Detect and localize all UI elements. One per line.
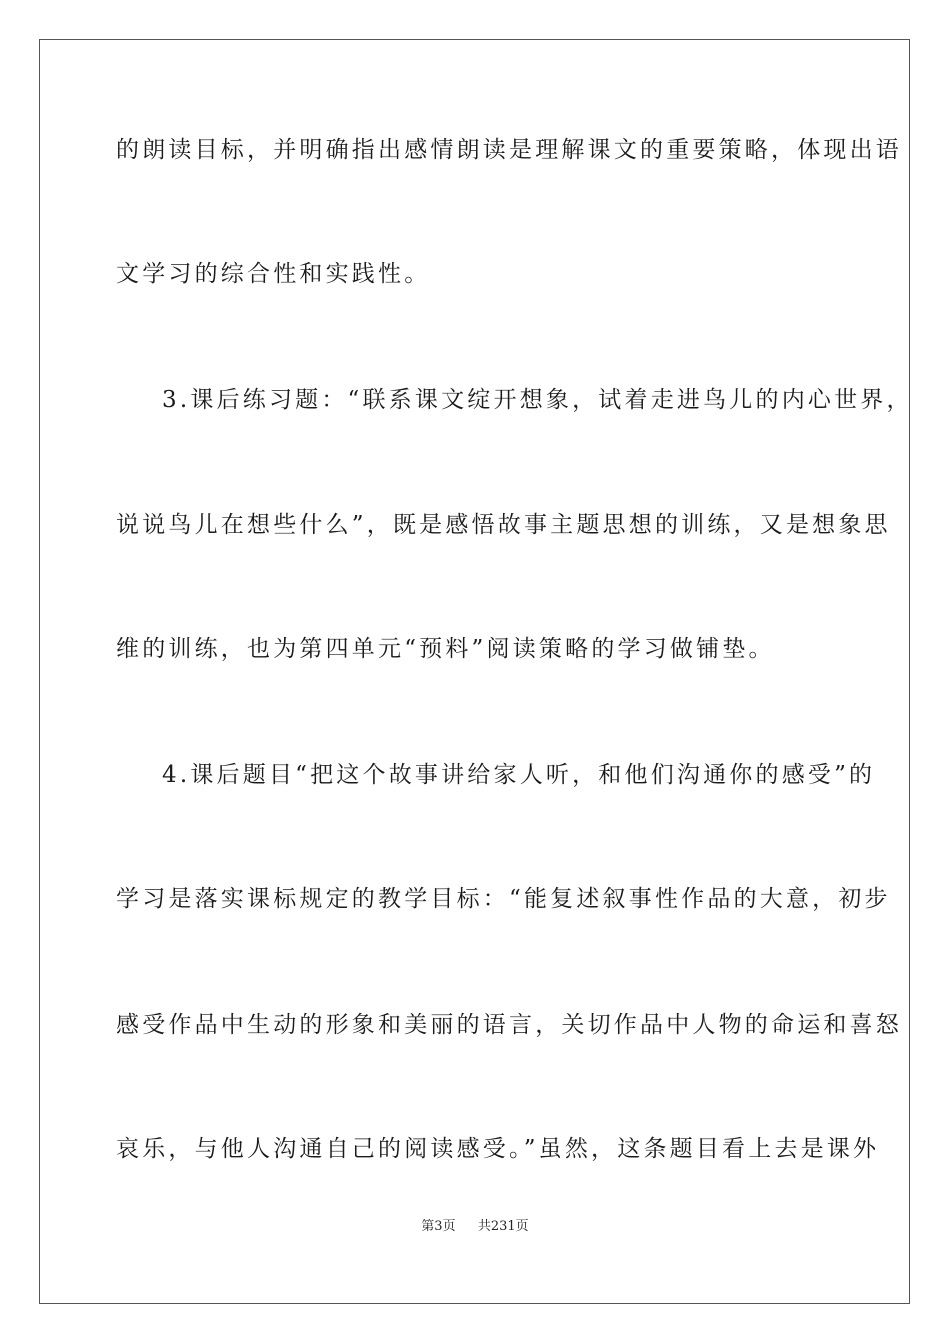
page-footer (0, 1218, 950, 1236)
text-line-1: 的朗读目标，并明确指出感情朗读是理解课文的重要策略，体现出语 (116, 137, 902, 163)
text-line-7: 学习是落实课标规定的教学目标：“能复述叙事性作品的大意，初步 (116, 886, 891, 912)
text-line-8: 感受作品中生动的形象和美丽的语言，关切作品中人物的命运和喜怒 (116, 1012, 902, 1038)
page-total: 共231页 (477, 1219, 529, 1234)
text-line-6: 4.课后题目“把这个故事讲给家人听，和他们沟通你的感受”的 (162, 762, 876, 788)
text-line-2: 文学习的综合性和实践性。 (116, 261, 431, 287)
text-line-4: 说说鸟儿在想些什么”，既是感悟故事主题思想的训练，又是想象思 (116, 512, 891, 538)
page-border (39, 39, 913, 1304)
page-number: 第3页 (421, 1219, 456, 1234)
text-line-3: 3.课后练习题：“联系课文绽开想象，试着走进鸟儿的内心世界， (162, 387, 913, 413)
text-line-9: 哀乐，与他人沟通自己的阅读感受。”虽然，这条题目看上去是课外 (116, 1136, 880, 1162)
text-line-5: 维的训练，也为第四单元“预料”阅读策略的学习做铺垫。 (116, 636, 775, 662)
